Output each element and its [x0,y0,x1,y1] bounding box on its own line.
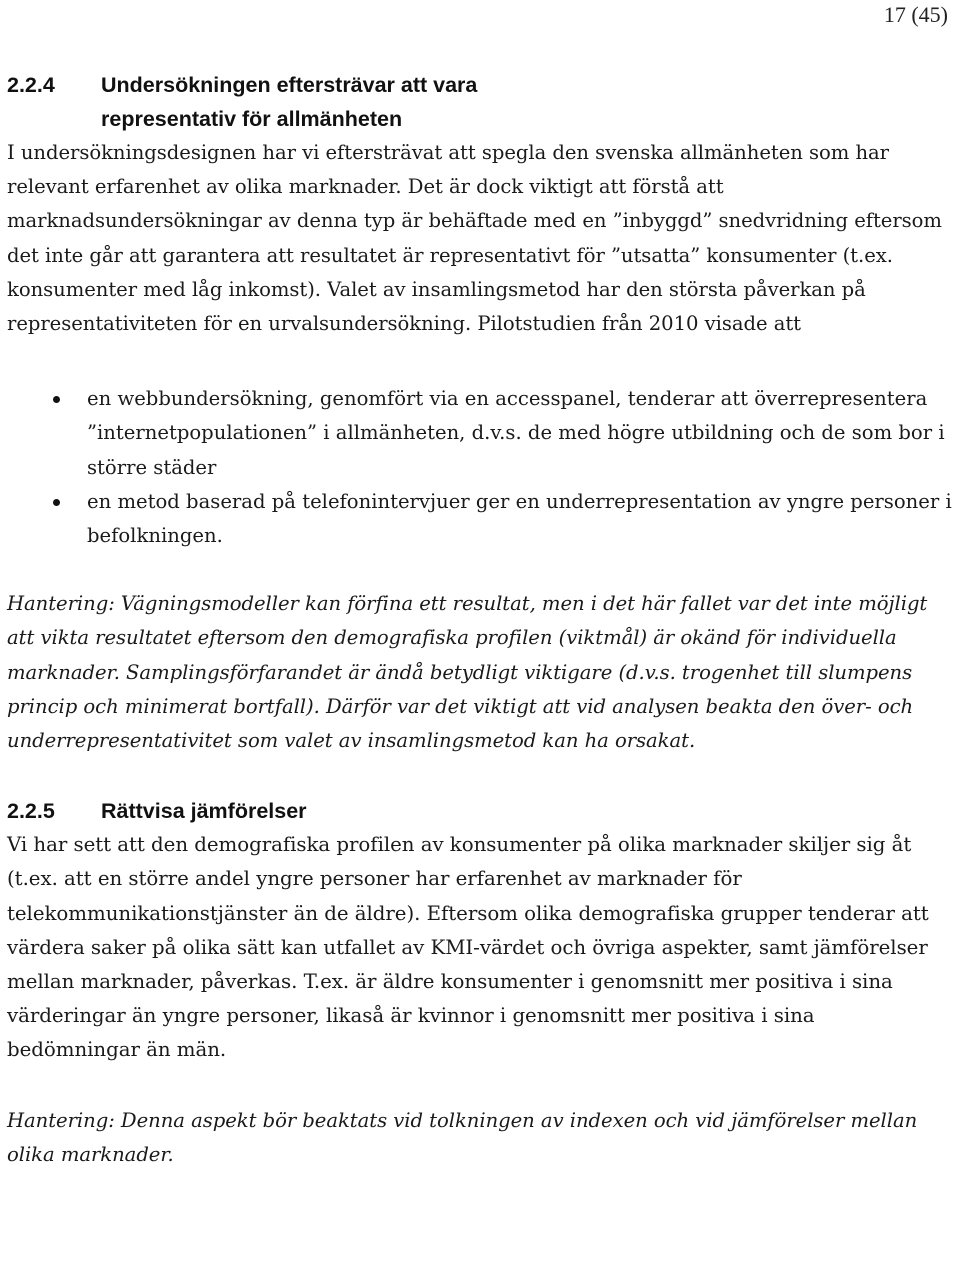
list-item-text: en webbundersökning, genomfört via en accesspanel, tenderar att överrepresentera ”internetpopulationen” i allmänheten, d.v.s. de med högre utbildning och de som bor i större städer [87,387,945,479]
handling-note: Hantering: Vägningsmodeller kan förfina ett resultat, men i det här fallet var det inte möjligt att vikta resultatet eftersom den demografiska profilen (viktmål) är okänd för individuella marknader. Samplingsförfarandet är ändå betydligt viktigare (d.v.s. trogenhet till slumpens princip och minimerat bortfall). Därför var det viktigt att vid analysen beakta den över- och underrepresentativitet som valet av insamlingsmetod kan ha orsakat. [7,592,928,753]
list-item-text: en metod baserad på telefonintervjuer ger en underrepresentation av yngre personer i befolkningen. [87,489,952,548]
section-paragraph: I undersökningsdesignen har vi eftersträvat att spegla den svenska allmänheten som har relevant erfarenhet av olika marknader. Det är dock viktigt att förstå att marknadsundersökningar av denna typ är behäftade med en ”inbyggd” snedvridning eftersom det inte går att garantera att resultatet är representativt för ”utsatta” konsumenter (t.ex. konsumenter med låg inkomst). Valet av insamlingsmetod har den största påverkan på representativiteten för en urvalsundersökning. Pilotstudien från 2010 visade att [7,141,942,336]
handling-note: Hantering: Denna aspekt bör beaktats vid tolkningen av indexen och vid jämförelser mellan olika marknader. [7,1108,918,1166]
section-paragraph: Vi har sett att den demografiska profilen av konsumenter på olika marknader skiljer sig åt (t.ex. att en större andel yngre personer har erfarenhet av marknader för telekommunikationstjänster än de äldre). Eftersom olika demografiska grupper tenderar att värdera saker på olika sätt kan utfallet av KMI-värdet och övriga aspekter, samt jämförelser mellan marknader, påverkas. T.ex. är äldre konsumenter i genomsnitt mer positiva i sina värderingar än yngre personer, likaså är kvinnor i genomsnitt mer positiva i sina bedömningar än män. [7,833,929,1062]
page-number: 17 (45) [883,2,948,27]
section-title: Rättvisa jämförelser [101,799,307,824]
section-number: 2.2.4 [7,73,55,97]
bullet-icon [53,396,60,403]
bullet-list [7,382,952,553]
document-body [7,68,952,1172]
list-item [7,382,952,485]
section-number: 2.2.5 [7,799,55,824]
section-title: Undersökningen eftersträvar att vara representativ för allmänheten [101,73,478,131]
bullet-icon [53,499,60,506]
list-item [7,485,952,553]
section-heading-2-2-4 [7,68,952,136]
section-heading-2-2-5 [7,794,952,828]
